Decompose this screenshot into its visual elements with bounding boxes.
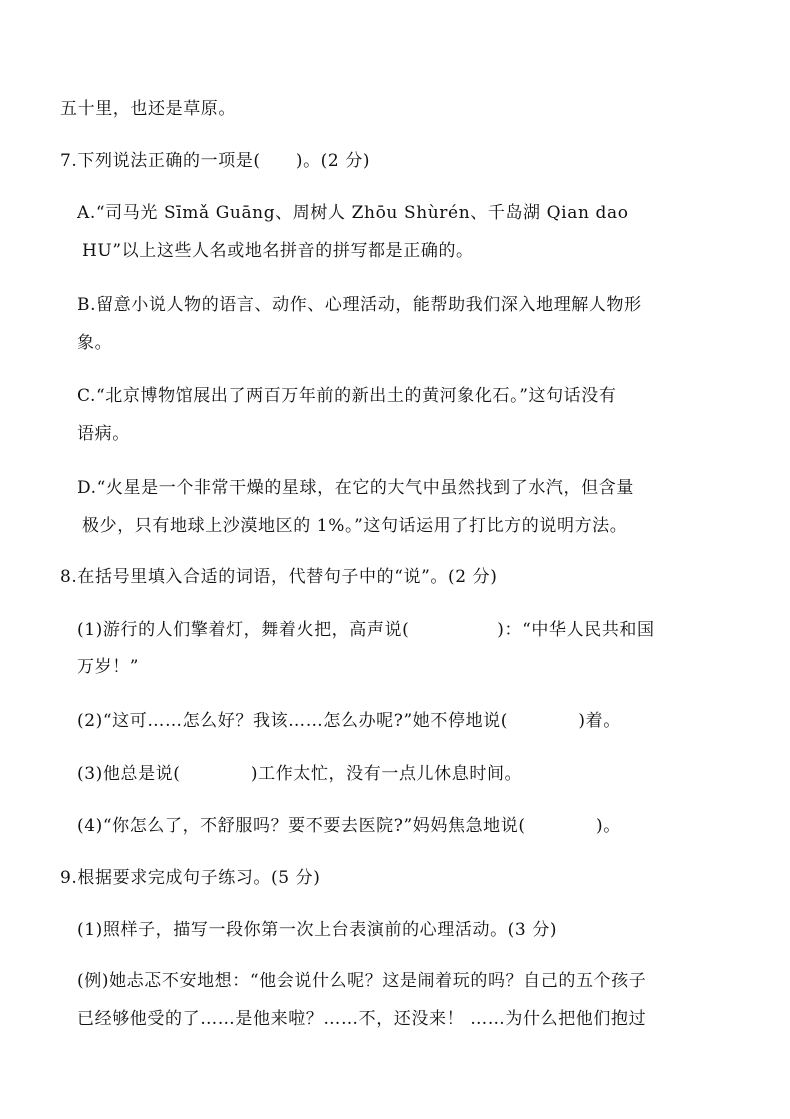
q8-item-4: (4)“你怎么了，不舒服吗？要不要去医院?”妈妈焦急地说( )。 bbox=[77, 816, 621, 836]
q7-option-a-line1: A.“司马光 Sīmǎ Guāng、周树人 Zhōu Shùrén、千岛湖 Qian dao bbox=[77, 203, 629, 223]
q9-sub-1: (1)照样子，描写一段你第一次上台表演前的心理活动。(3 分) bbox=[77, 920, 558, 940]
continuation-text: 五十里，也还是草原。 bbox=[60, 99, 236, 119]
q8-item-1-line1: (1)游行的人们擎着灯，舞着火把，高声说( )：“中华人民共和国 bbox=[77, 620, 655, 640]
q7-option-a-line2: HU”以上这些人名或地名拼音的拼写都是正确的。 bbox=[82, 241, 474, 261]
q7-option-c-line1: C.“北京博物馆展出了两百万年前的新出土的黄河象化石。”这句话没有 bbox=[77, 386, 617, 406]
q7-option-b-line2: 象。 bbox=[77, 333, 113, 353]
q9-example-line1: (例)她忐忑不安地想：“他会说什么呢？这是闹着玩的吗？自己的五个孩子 bbox=[77, 971, 647, 991]
question-8-stem: 8.在括号里填入合适的词语，代替句子中的“说”。(2 分) bbox=[60, 567, 498, 587]
q7-option-d-line1: D.“火星是一个非常干燥的星球，在它的大气中虽然找到了水汽，但含量 bbox=[77, 478, 634, 498]
q8-item-3: (3)他总是说( )工作太忙，没有一点儿休息时间。 bbox=[77, 764, 523, 784]
q9-example-line2: 已经够他受的了……是他来啦？……不，还没来！ ……为什么把他们抱过 bbox=[77, 1009, 647, 1029]
question-7-stem: 7.下列说法正确的一项是( )。(2 分) bbox=[60, 151, 371, 171]
q8-item-1-line2: 万岁！” bbox=[77, 657, 140, 677]
q7-option-b-line1: B.留意小说人物的语言、动作、心理活动，能帮助我们深入地理解人物形 bbox=[77, 295, 642, 315]
q8-item-2: (2)“这可……怎么好？我该……怎么办呢?”她不停地说( )着。 bbox=[77, 711, 621, 731]
question-9-stem: 9.根据要求完成句子练习。(5 分) bbox=[60, 868, 321, 888]
q7-option-c-line2: 语病。 bbox=[77, 424, 130, 444]
q7-option-d-line2: 极少，只有地球上沙漠地区的 1%。”这句话运用了打比方的说明方法。 bbox=[82, 516, 628, 536]
